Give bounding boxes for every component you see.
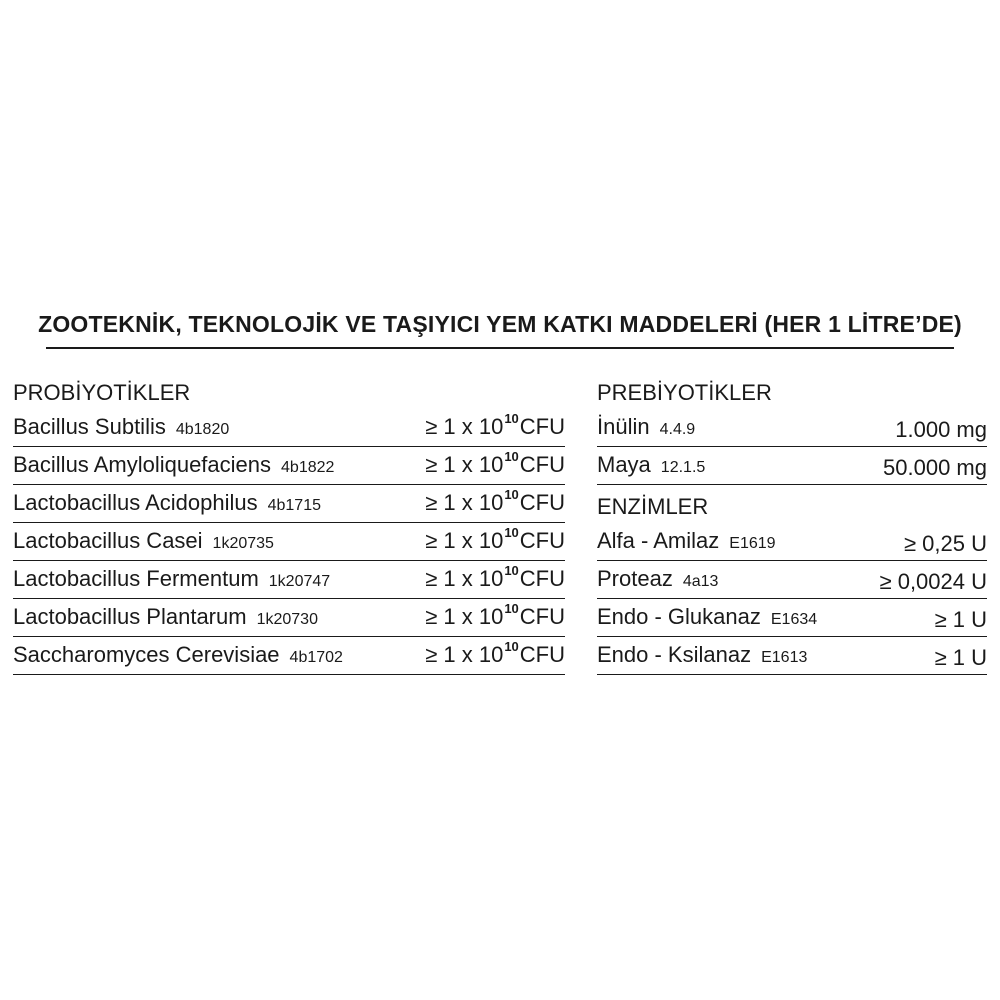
probiotic-value-prefix: ≥ 1 x 10 xyxy=(425,452,504,477)
probiotic-name-cell xyxy=(13,414,229,443)
prebiotic-name: İnülin xyxy=(597,414,650,439)
enzyme-name-cell xyxy=(597,566,718,595)
enzyme-value: ≥ 0,0024 U xyxy=(879,569,987,594)
probiotic-code: 4b1702 xyxy=(289,649,343,666)
probiotic-value-prefix: ≥ 1 x 10 xyxy=(425,566,504,591)
probiotic-value-prefix: ≥ 1 x 10 xyxy=(425,528,504,553)
prebiotic-row xyxy=(597,409,987,447)
probiotic-code: 1k20747 xyxy=(268,573,331,590)
probiotics-rows xyxy=(13,409,565,675)
prebiotic-value: 50.000 mg xyxy=(883,455,987,480)
probiotic-value-prefix: ≥ 1 x 10 xyxy=(425,604,504,629)
probiotic-row xyxy=(13,409,565,447)
enzyme-name-cell xyxy=(597,604,817,633)
probiotic-value-prefix: ≥ 1 x 10 xyxy=(425,414,504,439)
probiotic-value-unit: CFU xyxy=(519,452,565,477)
enzyme-code: E1619 xyxy=(729,535,776,552)
probiotic-code: 4b1820 xyxy=(175,421,230,438)
title-underline xyxy=(46,347,954,349)
probiotic-code: 4b1822 xyxy=(281,459,335,476)
prebiotic-name-cell xyxy=(597,452,705,481)
enzyme-name-cell xyxy=(597,642,807,671)
enzyme-name-cell xyxy=(597,528,776,557)
prebiotics-rows xyxy=(597,409,987,485)
probiotic-value-exponent: 10 xyxy=(504,563,519,578)
probiotic-name: Lactobacillus Fermentum xyxy=(13,566,259,591)
probiotic-value-cell xyxy=(425,449,565,481)
probiotic-code: 1k20735 xyxy=(212,535,274,552)
probiotic-row xyxy=(13,523,565,561)
probiotic-value-cell xyxy=(425,411,565,443)
probiotic-value-prefix: ≥ 1 x 10 xyxy=(425,642,504,667)
probiotic-name-cell xyxy=(13,604,318,633)
probiotic-name: Lactobacillus Acidophilus xyxy=(13,490,258,515)
probiotic-value-cell xyxy=(425,639,565,671)
probiotic-value-exponent: 10 xyxy=(504,449,519,464)
prebiotics-heading: PREBİYOTİKLER xyxy=(597,380,772,405)
probiotic-value-cell xyxy=(425,563,565,595)
probiotic-row xyxy=(13,485,565,523)
probiotic-value-cell xyxy=(425,525,565,557)
probiotic-row xyxy=(13,599,565,637)
probiotic-row xyxy=(13,561,565,599)
enzyme-name: Endo - Glukanaz xyxy=(597,604,761,629)
prebiotics-enzymes-table xyxy=(597,371,987,675)
probiotic-value-exponent: 10 xyxy=(504,601,519,616)
document-title: ZOOTEKNİK, TEKNOLOJİK VE TAŞIYICI YEM KATKI MADDELERİ (HER 1 LİTRE’DE) xyxy=(38,311,962,337)
enzyme-code: 4a13 xyxy=(682,573,719,590)
prebiotic-name-cell xyxy=(597,414,695,443)
probiotic-value-unit: CFU xyxy=(519,528,565,553)
prebiotic-name: Maya xyxy=(597,452,651,477)
probiotic-name-cell xyxy=(13,566,330,595)
probiotic-value-exponent: 10 xyxy=(504,525,519,540)
probiotic-name: Lactobacillus Plantarum xyxy=(13,604,247,629)
enzyme-value: ≥ 1 U xyxy=(934,645,987,670)
prebiotic-row xyxy=(597,447,987,485)
enzyme-name: Alfa - Amilaz xyxy=(597,528,720,553)
probiotic-value-unit: CFU xyxy=(519,490,565,515)
enzyme-row xyxy=(597,561,987,599)
probiotic-code: 1k20730 xyxy=(256,611,318,628)
prebiotic-code: 4.4.9 xyxy=(659,421,696,438)
probiotic-name: Bacillus Amyloliquefaciens xyxy=(13,452,272,477)
probiotic-value-unit: CFU xyxy=(519,566,565,591)
enzyme-code: E1613 xyxy=(761,649,808,666)
probiotic-value-unit: CFU xyxy=(519,414,565,439)
enzyme-row xyxy=(597,637,987,675)
probiotic-name-cell xyxy=(13,490,321,519)
probiotic-row xyxy=(13,447,565,485)
probiotic-value-unit: CFU xyxy=(519,642,565,667)
enzymes-heading: ENZİMLER xyxy=(597,494,709,519)
probiotic-code: 4b1715 xyxy=(267,497,321,514)
probiotic-value-cell xyxy=(425,601,565,633)
probiotics-heading-row xyxy=(13,371,565,409)
enzyme-row xyxy=(597,523,987,561)
enzyme-row xyxy=(597,599,987,637)
probiotics-table xyxy=(13,371,565,675)
enzyme-value: ≥ 0,25 U xyxy=(903,531,987,556)
probiotic-name-cell xyxy=(13,452,334,481)
probiotic-value-exponent: 10 xyxy=(504,487,519,502)
prebiotic-code: 12.1.5 xyxy=(660,459,706,476)
enzyme-name: Proteaz xyxy=(597,566,673,591)
enzyme-name: Endo - Ksilanaz xyxy=(597,642,752,667)
probiotic-value-unit: CFU xyxy=(519,604,565,629)
probiotic-name-cell xyxy=(13,528,274,557)
probiotic-name: Saccharomyces Cerevisiae xyxy=(13,642,280,667)
prebiotic-value: 1.000 mg xyxy=(895,417,987,442)
enzyme-code: E1634 xyxy=(770,611,818,628)
probiotic-name: Lactobacillus Casei xyxy=(13,528,203,553)
probiotic-name-cell xyxy=(13,642,343,671)
enzyme-value: ≥ 1 U xyxy=(934,607,987,632)
enzymes-heading-row xyxy=(597,485,987,523)
probiotics-heading: PROBİYOTİKLER xyxy=(13,380,191,405)
probiotic-name: Bacillus Subtilis xyxy=(13,414,166,439)
probiotic-value-prefix: ≥ 1 x 10 xyxy=(425,490,504,515)
probiotic-row xyxy=(13,637,565,675)
probiotic-value-exponent: 10 xyxy=(504,639,519,654)
enzymes-rows xyxy=(597,523,987,675)
probiotic-value-cell xyxy=(425,487,565,519)
prebiotics-heading-row xyxy=(597,371,987,409)
probiotic-value-exponent: 10 xyxy=(504,411,519,426)
